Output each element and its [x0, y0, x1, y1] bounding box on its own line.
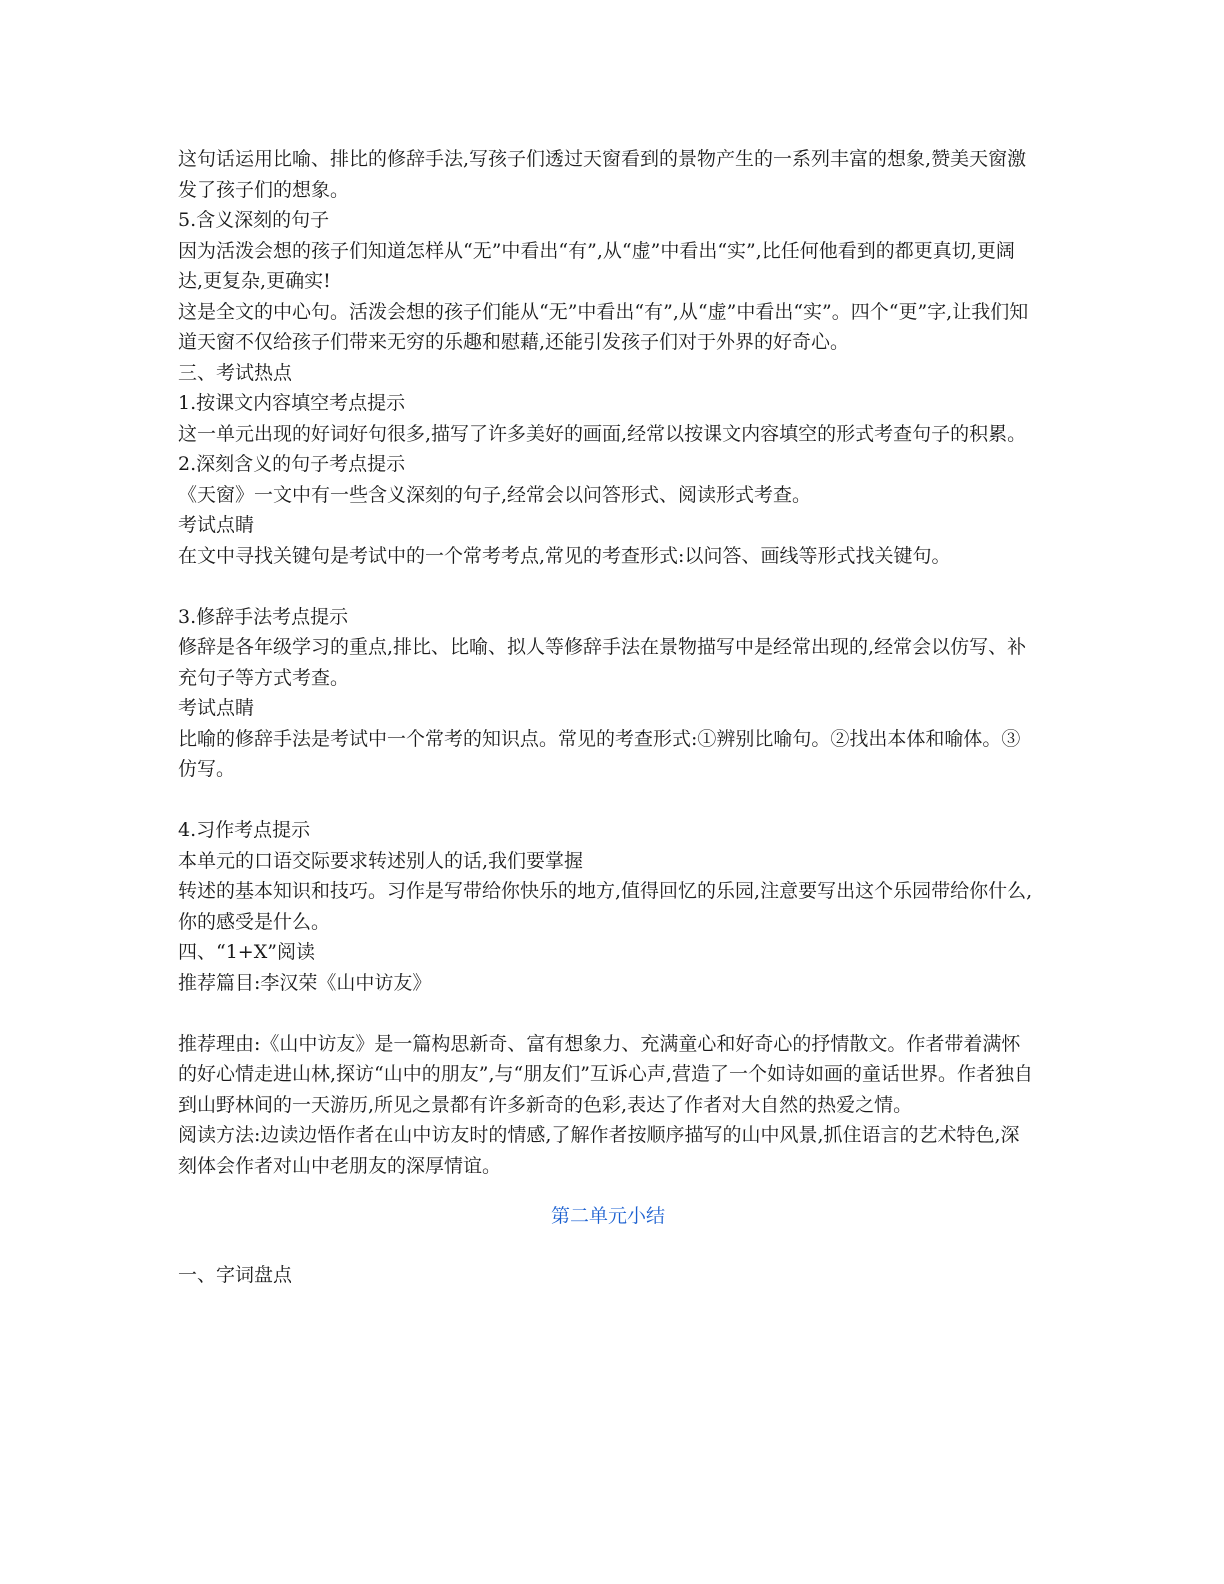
- paragraph-central-sentence: 这是全文的中心句。活泼会想的孩子们能从“无”中看出“有”,从“虚”中看出“实”。四个“更”字,让我们知道天窗不仅给孩子们带来无穷的乐趣和慰藉,还能引发孩子们对于外界的好奇心。: [178, 300, 1029, 353]
- unit-summary-title: 第二单元小结: [550, 1205, 665, 1227]
- paragraph-rhetoric-analysis: 这句话运用比喻、排比的修辞手法,写孩子们透过天窗看到的景物产生的一系列丰富的想象,赞美天窗激发了孩子们的想象。: [178, 148, 1027, 201]
- heading-deep-meaning-tips: 2.深刻含义的句子考点提示: [178, 453, 406, 475]
- label-exam-focus-2: 考试点睛: [178, 697, 255, 719]
- heading-deep-meaning-sentences: 5.含义深刻的句子: [178, 209, 330, 231]
- paragraph-oral-communication: 本单元的口语交际要求转述别人的话,我们要掌握: [178, 849, 584, 872]
- blank-line: [178, 998, 1038, 1029]
- paragraph-writing-tips: 转述的基本知识和技巧。习作是写带给你快乐的地方,值得回忆的乐园,注意要写出这个乐园带给你什么,你的感受是什么。: [178, 880, 1033, 933]
- paragraph-key-sentences: 在文中寻找关键句是考试中的一个常考考点,常见的考查形式:以问答、画线等形式找关键句。: [178, 544, 951, 567]
- document-page: [178, 144, 1038, 1290]
- section-heading-vocabulary: 一、字词盘点: [178, 1263, 293, 1286]
- heading-writing-tips: 4.习作考点提示: [178, 819, 311, 841]
- blank-line: [178, 785, 1038, 816]
- paragraph-tianchuang-questions: 《天窗》一文中有一些含义深刻的句子,经常会以问答形式、阅读形式考查。: [178, 483, 812, 506]
- heading-rhetoric-tips: 3.修辞手法考点提示: [178, 605, 349, 628]
- section-heading-1x-reading: 四、“1+X”阅读: [178, 941, 315, 963]
- paragraph-reading-method: 阅读方法:边读边悟作者在山中访友时的情感,了解作者按顺序描写的山中风景,抓住语言的艺术特色,深刻体会作者对山中老朋友的深厚情谊。: [178, 1124, 1020, 1177]
- section-heading-exam-hotspots: 三、考试热点: [178, 361, 293, 384]
- label-exam-focus-1: 考试点睛: [178, 514, 255, 536]
- heading-fill-in-blank: 1.按课文内容填空考点提示: [178, 392, 406, 414]
- recommended-article: 推荐篇目:李汉荣《山中访友》: [178, 971, 432, 994]
- paragraph-recommend-reason: 推荐理由:《山中访友》是一篇构思新奇、富有想象力、充满童心和好奇心的抒情散文。作者带着满怀的好心情走进山林,探访“山中的朋友”,与“朋友们”互诉心声,营造了一个如诗如画的童话世界。作者独自到山野林间的一天游历,所见之景都有许多新奇的色彩,表达了作者对大自然的热爱之情。: [178, 1032, 1033, 1116]
- paragraph-fill-in-blank: 这一单元出现的好词好句很多,描写了许多美好的画面,经常以按课文内容填空的形式考查句子的积累。: [178, 422, 1027, 445]
- blank-line: [178, 571, 1038, 602]
- paragraph-rhetoric-tips: 修辞是各年级学习的重点,排比、比喻、拟人等修辞手法在景物描写中是经常出现的,经常会以仿写、补充句子等方式考查。: [178, 636, 1027, 689]
- paragraph-quote-sentence: 因为活泼会想的孩子们知道怎样从“无”中看出“有”,从“虚”中看出“实”,比任何他看到的都更真切,更阔达,更复杂,更确实!: [178, 239, 1015, 292]
- paragraph-metaphor-forms: 比喻的修辞手法是考试中一个常考的知识点。常见的考查形式:①辨别比喻句。②找出本体和喻体。③仿写。: [178, 727, 1021, 780]
